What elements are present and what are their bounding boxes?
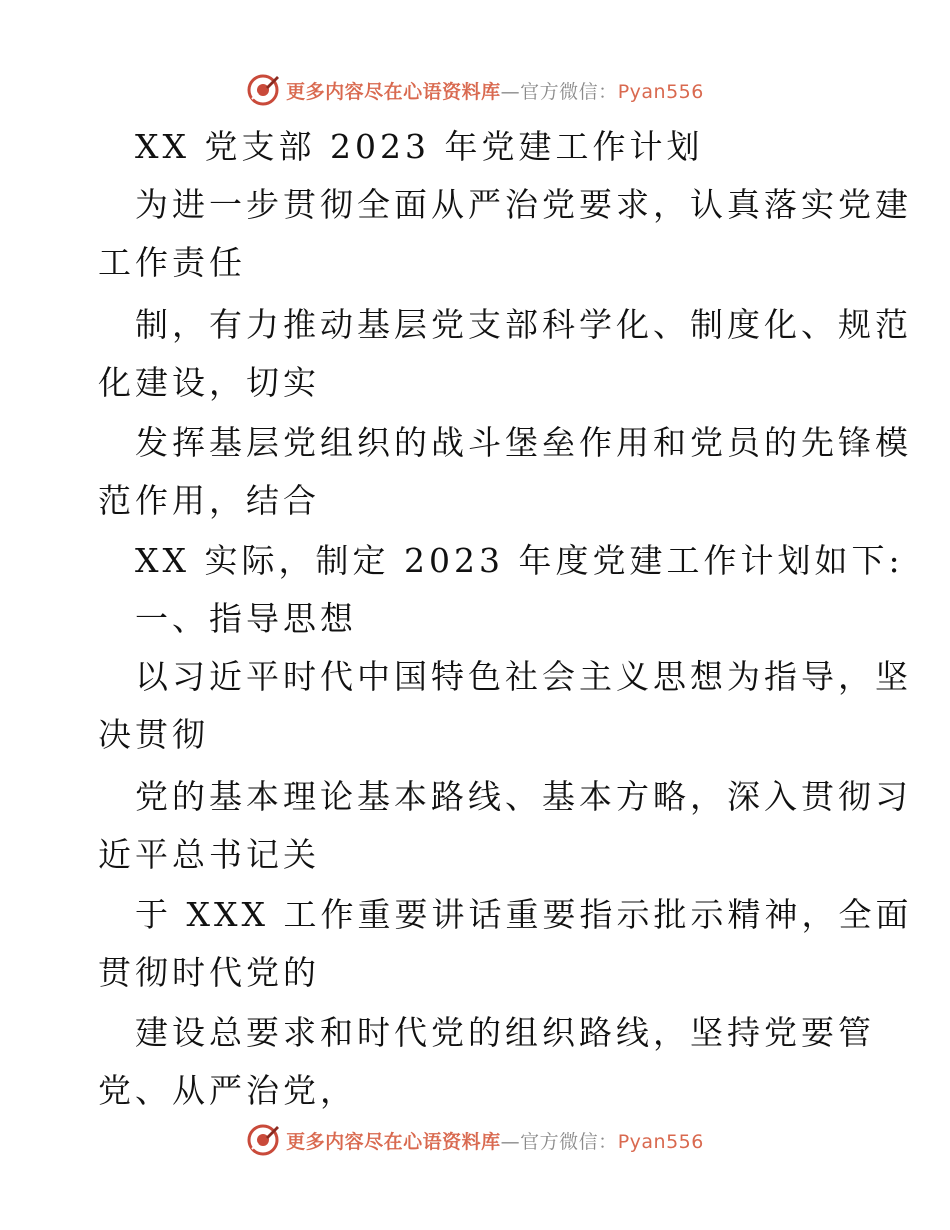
paragraph-line: XX 实际，制定 2023 年度党建工作计划如下:: [135, 541, 904, 580]
paragraph-line: 近平总书记关: [98, 835, 320, 874]
watermark-label: 官方微信：: [520, 1130, 618, 1153]
pen-logo-icon: [246, 1123, 280, 1157]
paragraph-line: 党的基本理论基本路线、基本方略，深入贯彻习: [135, 777, 912, 816]
paragraph-line: 制，有力推动基层党支部科学化、制度化、规范: [135, 305, 912, 344]
watermark-dash: —: [500, 1130, 521, 1153]
header-watermark: [0, 70, 950, 110]
watermark-wechat-id: Pyan556: [617, 1130, 704, 1153]
watermark-label: 官方微信：: [520, 80, 618, 103]
pen-logo-icon: [246, 73, 280, 107]
paragraph-line: 建设总要求和时代党的组织路线，坚持党要管: [135, 1013, 875, 1052]
paragraph-line: 于 XXX 工作重要讲话重要指示批示精神，全面: [135, 895, 913, 934]
paragraph-line: 以习近平时代中国特色社会主义思想为指导，坚: [135, 657, 912, 696]
watermark-main-text: 更多内容尽在心语资料库: [286, 80, 501, 103]
paragraph-line: 党、从严治党，: [98, 1071, 357, 1110]
watermark-dash: —: [500, 80, 521, 103]
footer-watermark: [0, 1120, 950, 1160]
watermark-wechat-id: Pyan556: [617, 80, 704, 103]
paragraph-line: 为进一步贯彻全面从严治党要求，认真落实党建: [135, 185, 912, 224]
paragraph-line: 工作责任: [98, 243, 246, 282]
paragraph-line: 化建设，切实: [98, 363, 320, 402]
watermark-main-text: 更多内容尽在心语资料库: [286, 1130, 501, 1153]
paragraph-line: 发挥基层党组织的战斗堡垒作用和党员的先锋模: [135, 423, 912, 462]
paragraph-line: 贯彻时代党的: [98, 953, 320, 992]
paragraph-line: 决贯彻: [98, 715, 209, 754]
paragraph-line: 范作用，结合: [98, 481, 320, 520]
document-title: XX 党支部 2023 年党建工作计划: [135, 127, 704, 166]
section-heading: 一、指导思想: [135, 599, 357, 638]
